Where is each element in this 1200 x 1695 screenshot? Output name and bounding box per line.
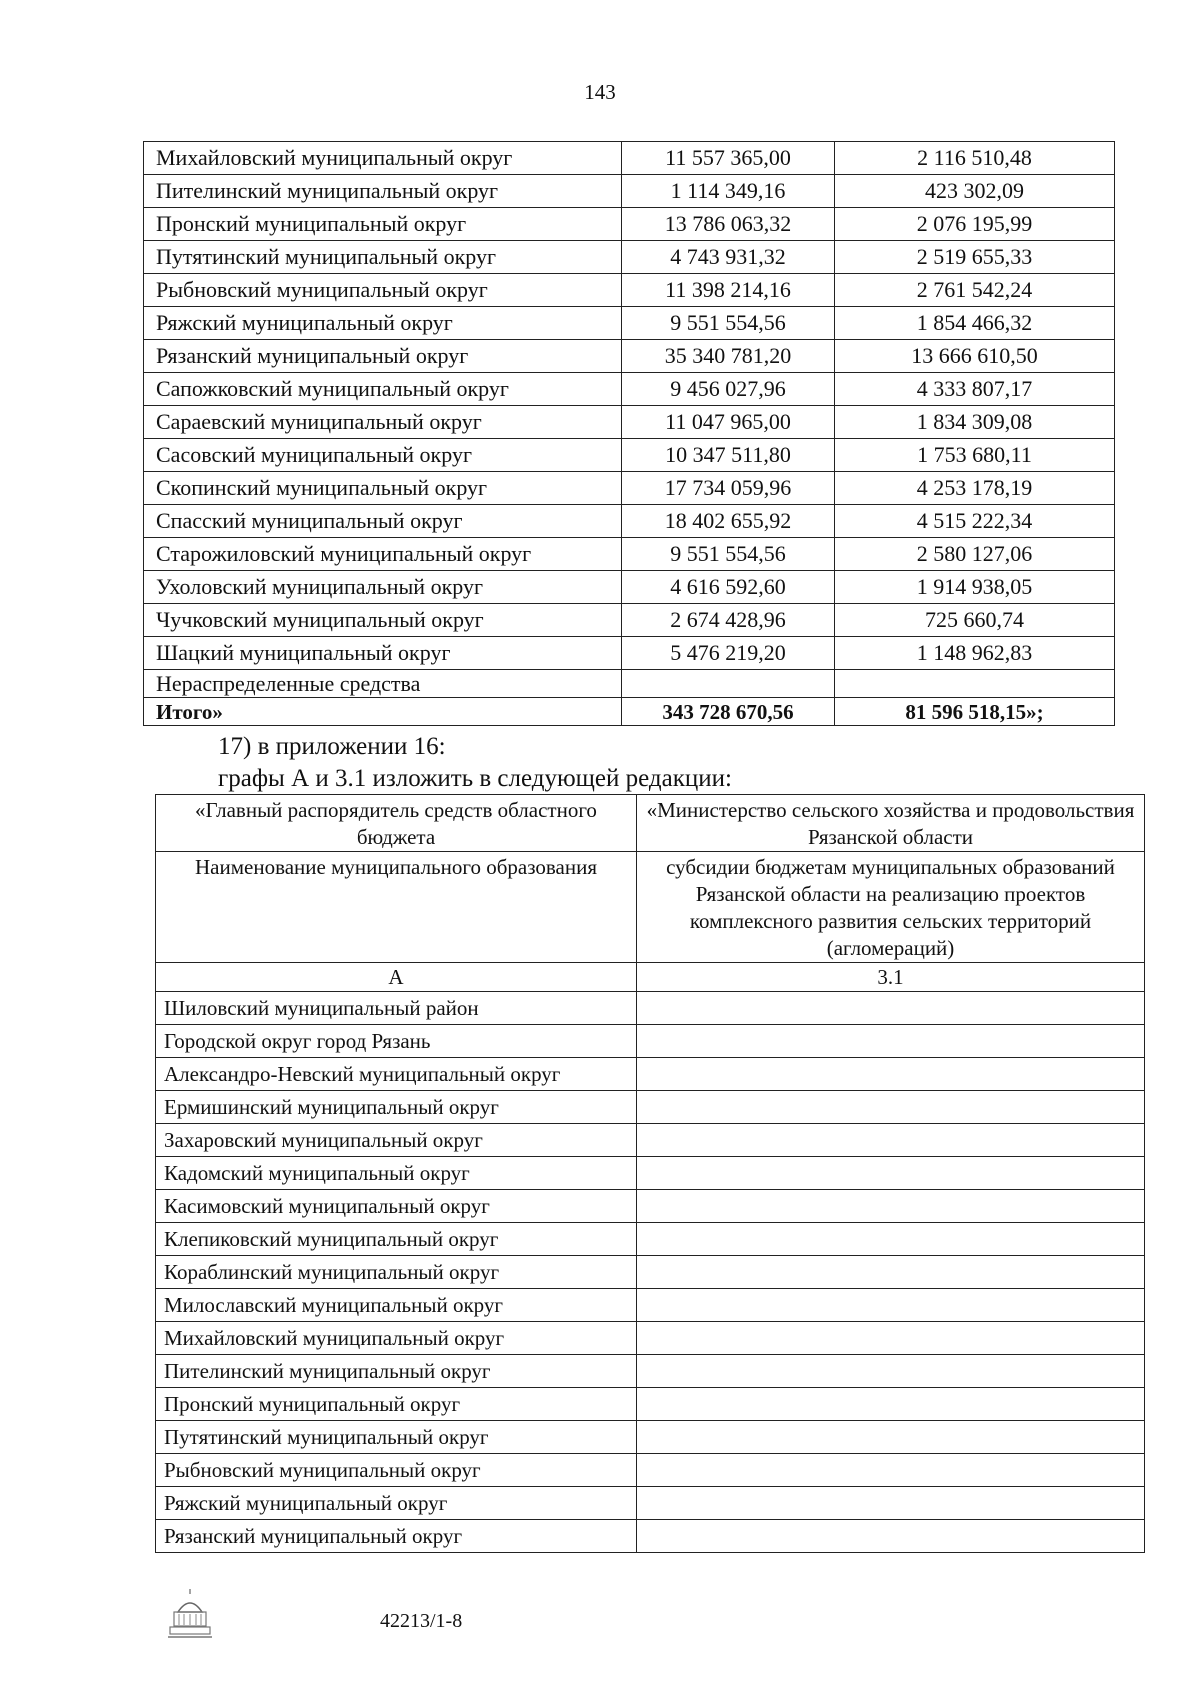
header-cell-municipality: Наименование муниципального образования	[156, 852, 637, 963]
page-number: 143	[584, 80, 616, 104]
header-cell-subsidy: субсидии бюджетам муниципальных образований Рязанской области на реализацию проектов комплексного развития сельских территорий (агломераций)	[637, 852, 1145, 963]
municipality-name-cell: Рыбновский муниципальный округ	[144, 274, 622, 307]
municipality-name-cell: Чучковский муниципальный округ	[144, 604, 622, 637]
municipality-name-cell: Пителинский муниципальный округ	[156, 1355, 637, 1388]
table-row	[156, 1421, 1145, 1454]
municipality-name-cell: Путятинский муниципальный округ	[144, 241, 622, 274]
table-row	[156, 1025, 1145, 1058]
table-row	[144, 538, 1115, 571]
table-row	[156, 1388, 1145, 1421]
table-row	[144, 241, 1115, 274]
table-row	[144, 340, 1115, 373]
amount-cell-1: 35 340 781,20	[622, 340, 835, 373]
table-row	[144, 604, 1115, 637]
table-row	[144, 406, 1115, 439]
table-row	[144, 175, 1115, 208]
table-row	[144, 670, 1115, 698]
table-row	[156, 1091, 1145, 1124]
total-amount-cell-1: 343 728 670,56	[622, 698, 835, 726]
amount-cell-2: 4 515 222,34	[835, 505, 1115, 538]
subsidy-value-cell	[637, 1421, 1145, 1454]
amount-cell-1	[622, 670, 835, 698]
total-row	[144, 698, 1115, 726]
amount-cell-1: 17 734 059,96	[622, 472, 835, 505]
municipality-name-cell: Кадомский муниципальный округ	[156, 1157, 637, 1190]
table-row	[156, 1058, 1145, 1091]
table-row	[144, 637, 1115, 670]
table-row	[144, 373, 1115, 406]
amount-cell-2: 1 753 680,11	[835, 439, 1115, 472]
table-row	[156, 1223, 1145, 1256]
amount-cell-2: 2 116 510,48	[835, 142, 1115, 175]
subsidy-value-cell	[637, 1091, 1145, 1124]
subsidy-value-cell	[637, 1388, 1145, 1421]
amount-cell-2	[835, 670, 1115, 698]
amount-cell-2: 2 519 655,33	[835, 241, 1115, 274]
municipality-name-cell: Сасовский муниципальный округ	[144, 439, 622, 472]
table-row	[156, 1124, 1145, 1157]
amount-cell-1: 1 114 349,16	[622, 175, 835, 208]
header-cell-distributor: «Главный распорядитель средств областного бюджета	[156, 795, 637, 852]
subsidy-value-cell	[637, 1487, 1145, 1520]
municipality-name-cell: Городской округ город Рязань	[156, 1025, 637, 1058]
amount-cell-1: 4 743 931,32	[622, 241, 835, 274]
table-row	[156, 1520, 1145, 1553]
amendment-item: 17) в приложении 16:	[218, 733, 446, 760]
amount-cell-1: 11 047 965,00	[622, 406, 835, 439]
municipality-name-cell: Клепиковский муниципальный округ	[156, 1223, 637, 1256]
amount-cell-1: 4 616 592,60	[622, 571, 835, 604]
subsidy-value-cell	[637, 1190, 1145, 1223]
table-row	[144, 571, 1115, 604]
table-header-row	[156, 852, 1145, 963]
municipality-name-cell: Путятинский муниципальный округ	[156, 1421, 637, 1454]
municipality-name-cell: Старожиловский муниципальный округ	[144, 538, 622, 571]
table-row	[156, 1190, 1145, 1223]
subsidy-value-cell	[637, 1058, 1145, 1091]
subsidy-value-cell	[637, 1256, 1145, 1289]
municipality-name-cell: Рыбновский муниципальный округ	[156, 1454, 637, 1487]
municipality-name-cell: Рязанский муниципальный округ	[144, 340, 622, 373]
amount-cell-1: 13 786 063,32	[622, 208, 835, 241]
municipality-name-cell: Ряжский муниципальный округ	[156, 1487, 637, 1520]
document-code: 42213/1-8	[380, 1610, 463, 1632]
table-row	[144, 505, 1115, 538]
municipality-name-cell: Шиловский муниципальный район	[156, 992, 637, 1025]
municipality-name-cell: Кораблинский муниципальный округ	[156, 1256, 637, 1289]
amount-cell-1: 2 674 428,96	[622, 604, 835, 637]
table-index-row	[156, 963, 1145, 992]
municipality-name-cell: Михайловский муниципальный округ	[144, 142, 622, 175]
table-row	[156, 1322, 1145, 1355]
municipality-name-cell: Ермишинский муниципальный округ	[156, 1091, 637, 1124]
subsidy-value-cell	[637, 1454, 1145, 1487]
table-header-row	[156, 795, 1145, 852]
total-amount-cell-2: 81 596 518,15»;	[835, 698, 1115, 726]
municipality-name-cell: Пронский муниципальный округ	[156, 1388, 637, 1421]
table-row	[144, 439, 1115, 472]
index-cell-b: 3.1	[637, 963, 1145, 992]
amount-cell-2: 1 148 962,83	[835, 637, 1115, 670]
table-row	[156, 1355, 1145, 1388]
table-row	[156, 1487, 1145, 1520]
subsidy-value-cell	[637, 1520, 1145, 1553]
subsidy-value-cell	[637, 1355, 1145, 1388]
table-row	[144, 307, 1115, 340]
amount-cell-2: 725 660,74	[835, 604, 1115, 637]
table-row	[156, 1289, 1145, 1322]
municipality-name-cell: Скопинский муниципальный округ	[144, 472, 622, 505]
building-emblem-icon	[164, 1588, 216, 1640]
amount-cell-2: 1 854 466,32	[835, 307, 1115, 340]
subsidy-value-cell	[637, 1025, 1145, 1058]
amount-cell-2: 4 333 807,17	[835, 373, 1115, 406]
header-cell-ministry: «Министерство сельского хозяйства и продовольствия Рязанской области	[637, 795, 1145, 852]
municipality-name-cell: Пронский муниципальный округ	[144, 208, 622, 241]
subsidy-value-cell	[637, 1124, 1145, 1157]
subsidy-value-cell	[637, 1289, 1145, 1322]
municipality-name-cell: Александро-Невский муниципальный округ	[156, 1058, 637, 1091]
municipality-name-cell: Касимовский муниципальный округ	[156, 1190, 637, 1223]
municipality-name-cell: Сараевский муниципальный округ	[144, 406, 622, 439]
amount-cell-2: 4 253 178,19	[835, 472, 1115, 505]
municipality-name-cell: Нераспределенные средства	[144, 670, 622, 698]
amount-cell-2: 423 302,09	[835, 175, 1115, 208]
subsidy-value-cell	[637, 1157, 1145, 1190]
municipality-name-cell: Милославский муниципальный округ	[156, 1289, 637, 1322]
amount-cell-2: 1 914 938,05	[835, 571, 1115, 604]
amount-cell-1: 5 476 219,20	[622, 637, 835, 670]
amount-cell-1: 10 347 511,80	[622, 439, 835, 472]
subsidy-value-cell	[637, 992, 1145, 1025]
subsidy-value-cell	[637, 1223, 1145, 1256]
amount-cell-2: 2 761 542,24	[835, 274, 1115, 307]
amount-cell-1: 9 551 554,56	[622, 538, 835, 571]
amount-cell-2: 13 666 610,50	[835, 340, 1115, 373]
municipality-name-cell: Пителинский муниципальный округ	[144, 175, 622, 208]
table-row	[144, 472, 1115, 505]
table-row	[144, 142, 1115, 175]
amount-cell-1: 9 456 027,96	[622, 373, 835, 406]
municipality-name-cell: Рязанский муниципальный округ	[156, 1520, 637, 1553]
total-label-cell: Итого»	[144, 698, 622, 726]
amount-cell-1: 11 557 365,00	[622, 142, 835, 175]
amendment-text: графы А и 3.1 изложить в следующей редакции:	[218, 765, 732, 792]
amount-cell-2: 2 076 195,99	[835, 208, 1115, 241]
municipality-name-cell: Сапожковский муниципальный округ	[144, 373, 622, 406]
amount-cell-1: 18 402 655,92	[622, 505, 835, 538]
municipality-name-cell: Михайловский муниципальный округ	[156, 1322, 637, 1355]
municipality-name-cell: Ухоловский муниципальный округ	[144, 571, 622, 604]
table-row	[144, 208, 1115, 241]
allocation-table	[143, 141, 1115, 726]
table-row	[144, 274, 1115, 307]
appendix16-table	[155, 794, 1145, 1553]
index-cell-a: А	[156, 963, 637, 992]
amount-cell-1: 11 398 214,16	[622, 274, 835, 307]
subsidy-value-cell	[637, 1322, 1145, 1355]
municipality-name-cell: Шацкий муниципальный округ	[144, 637, 622, 670]
municipality-name-cell: Спасский муниципальный округ	[144, 505, 622, 538]
municipality-name-cell: Ряжский муниципальный округ	[144, 307, 622, 340]
amount-cell-2: 1 834 309,08	[835, 406, 1115, 439]
table-row	[156, 992, 1145, 1025]
table-row	[156, 1157, 1145, 1190]
table-row	[156, 1256, 1145, 1289]
amount-cell-1: 9 551 554,56	[622, 307, 835, 340]
amount-cell-2: 2 580 127,06	[835, 538, 1115, 571]
table-row	[156, 1454, 1145, 1487]
municipality-name-cell: Захаровский муниципальный округ	[156, 1124, 637, 1157]
